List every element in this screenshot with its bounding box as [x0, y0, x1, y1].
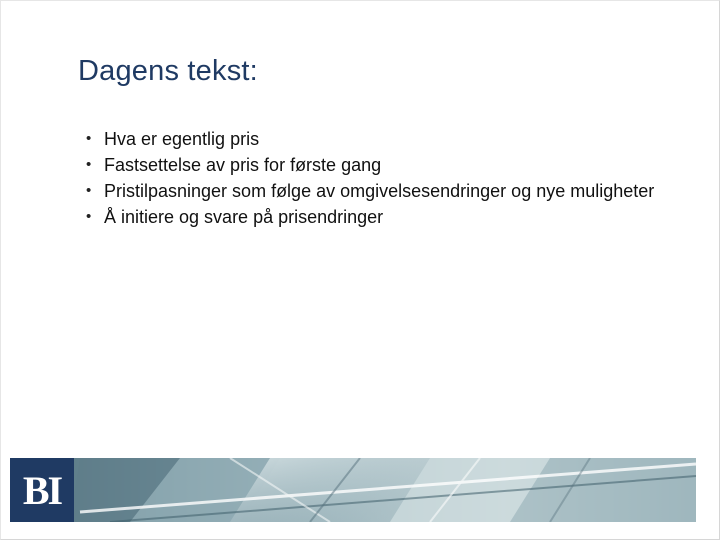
- bullet-dot: •: [86, 130, 92, 147]
- bi-logo: BI: [10, 458, 74, 522]
- bullet-item: [86, 206, 686, 228]
- bullet-item: [86, 154, 686, 176]
- bullet-dot: •: [86, 208, 92, 225]
- bullet-dot: •: [86, 156, 92, 173]
- bullet-text: Pristilpasninger som følge av omgivelsesendringer og nye muligheter: [104, 181, 655, 201]
- bullet-text: Å initiere og svare på prisendringer: [104, 207, 384, 227]
- bullet-item: [86, 128, 686, 150]
- footer-banner: [10, 458, 696, 522]
- bullet-text: Hva er egentlig pris: [104, 129, 260, 149]
- architecture-photo-image: [10, 458, 696, 522]
- slide-title: Dagens tekst:: [78, 55, 258, 87]
- bullet-text: Fastsettelse av pris for første gang: [104, 155, 382, 175]
- bullet-dot: •: [86, 182, 92, 199]
- bullet-list: [86, 128, 686, 232]
- bullet-item: [86, 180, 686, 202]
